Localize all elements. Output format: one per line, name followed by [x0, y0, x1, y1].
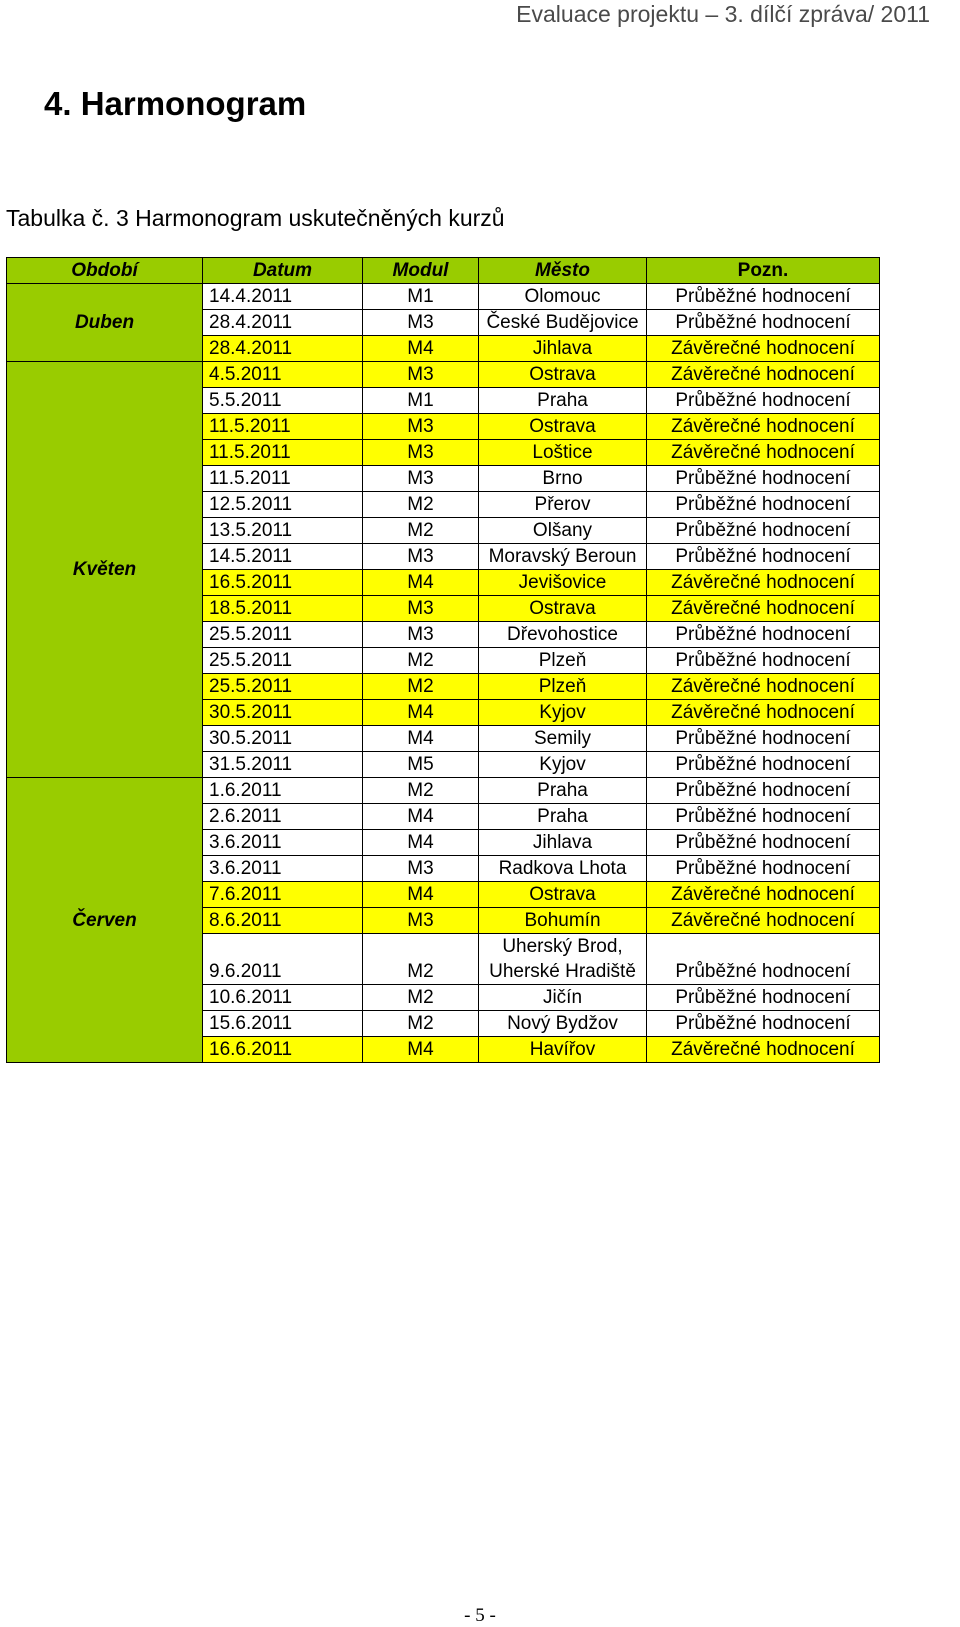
datum-cell: 13.5.2011 — [203, 518, 363, 544]
datum-cell: 2.6.2011 — [203, 804, 363, 830]
datum-cell: 15.6.2011 — [203, 1011, 363, 1037]
datum-cell: 28.4.2011 — [203, 310, 363, 336]
pozn-cell: Závěrečné hodnocení — [647, 700, 880, 726]
table-body — [7, 284, 880, 1063]
pozn-cell: Závěrečné hodnocení — [647, 440, 880, 466]
col-header-pozn: Pozn. — [647, 258, 880, 284]
mesto-cell: Loštice — [479, 440, 647, 466]
datum-cell: 9.6.2011 — [203, 934, 363, 985]
mesto-cell: Brno — [479, 466, 647, 492]
section-heading: 4. Harmonogram — [44, 85, 307, 122]
modul-cell: M4 — [363, 1037, 479, 1063]
modul-cell: M1 — [363, 284, 479, 310]
mesto-cell — [479, 934, 647, 985]
pozn-cell: Průběžné hodnocení — [647, 830, 880, 856]
pozn-cell: Průběžné hodnocení — [647, 648, 880, 674]
datum-cell: 3.6.2011 — [203, 856, 363, 882]
modul-cell: M2 — [363, 985, 479, 1011]
period-cell: Duben — [7, 284, 203, 362]
harmonogram-table — [6, 257, 880, 1063]
pozn-cell: Průběžné hodnocení — [647, 778, 880, 804]
mesto-cell: Praha — [479, 388, 647, 414]
mesto-cell: Moravský Beroun — [479, 544, 647, 570]
mesto-cell: Jihlava — [479, 830, 647, 856]
modul-cell: M2 — [363, 648, 479, 674]
pozn-cell: Závěrečné hodnocení — [647, 414, 880, 440]
mesto-cell: Semily — [479, 726, 647, 752]
pozn-cell: Průběžné hodnocení — [647, 985, 880, 1011]
mesto-cell: Bohumín — [479, 908, 647, 934]
datum-cell: 1.6.2011 — [203, 778, 363, 804]
mesto-cell: Praha — [479, 778, 647, 804]
col-header-datum: Datum — [203, 258, 363, 284]
mesto-cell: Radkova Lhota — [479, 856, 647, 882]
datum-cell: 10.6.2011 — [203, 985, 363, 1011]
period-cell: Červen — [7, 778, 203, 1063]
datum-cell: 16.5.2011 — [203, 570, 363, 596]
mesto-cell: Plzeň — [479, 674, 647, 700]
mesto-cell: Havířov — [479, 1037, 647, 1063]
datum-cell: 25.5.2011 — [203, 622, 363, 648]
datum-cell: 28.4.2011 — [203, 336, 363, 362]
mesto-cell: Dřevohostice — [479, 622, 647, 648]
pozn-cell: Průběžné hodnocení — [647, 544, 880, 570]
pozn-cell: Závěrečné hodnocení — [647, 882, 880, 908]
mesto-cell: Nový Bydžov — [479, 1011, 647, 1037]
datum-cell: 5.5.2011 — [203, 388, 363, 414]
datum-cell: 8.6.2011 — [203, 908, 363, 934]
modul-cell: M4 — [363, 726, 479, 752]
datum-cell: 14.4.2011 — [203, 284, 363, 310]
datum-cell: 4.5.2011 — [203, 362, 363, 388]
mesto-cell: Kyjov — [479, 700, 647, 726]
mesto-cell: Ostrava — [479, 414, 647, 440]
pozn-cell: Průběžné hodnocení — [647, 856, 880, 882]
pozn-cell: Závěrečné hodnocení — [647, 1037, 880, 1063]
pozn-cell: Průběžné hodnocení — [647, 388, 880, 414]
pozn-cell: Závěrečné hodnocení — [647, 362, 880, 388]
pozn-cell: Závěrečné hodnocení — [647, 336, 880, 362]
pozn-cell: Průběžné hodnocení — [647, 1011, 880, 1037]
modul-cell: M3 — [363, 310, 479, 336]
modul-cell: M3 — [363, 466, 479, 492]
modul-cell: M5 — [363, 752, 479, 778]
datum-cell: 30.5.2011 — [203, 726, 363, 752]
modul-cell: M4 — [363, 882, 479, 908]
mesto-cell: Ostrava — [479, 882, 647, 908]
col-header-obdobi: Období — [7, 258, 203, 284]
modul-cell: M4 — [363, 570, 479, 596]
datum-cell: 16.6.2011 — [203, 1037, 363, 1063]
datum-cell: 11.5.2011 — [203, 440, 363, 466]
table-row — [7, 778, 880, 804]
mesto-line: Uherské Hradiště — [489, 961, 636, 982]
modul-cell: M4 — [363, 804, 479, 830]
pozn-cell: Závěrečné hodnocení — [647, 596, 880, 622]
modul-cell: M2 — [363, 492, 479, 518]
pozn-cell: Závěrečné hodnocení — [647, 908, 880, 934]
pozn-cell: Průběžné hodnocení — [647, 804, 880, 830]
datum-cell: 25.5.2011 — [203, 648, 363, 674]
mesto-cell: Ostrava — [479, 362, 647, 388]
table-caption: Tabulka č. 3 Harmonogram uskutečněných kurzů — [6, 205, 505, 231]
pozn-cell: Průběžné hodnocení — [647, 310, 880, 336]
modul-cell: M2 — [363, 1011, 479, 1037]
col-header-mesto: Město — [479, 258, 647, 284]
pozn-cell: Průběžné hodnocení — [647, 622, 880, 648]
pozn-cell: Závěrečné hodnocení — [647, 570, 880, 596]
modul-cell: M3 — [363, 362, 479, 388]
mesto-cell: Olomouc — [479, 284, 647, 310]
modul-cell: M1 — [363, 388, 479, 414]
pozn-cell: Průběžné hodnocení — [647, 518, 880, 544]
datum-cell: 3.6.2011 — [203, 830, 363, 856]
datum-cell: 12.5.2011 — [203, 492, 363, 518]
period-cell: Květen — [7, 362, 203, 778]
modul-cell: M3 — [363, 622, 479, 648]
running-header: Evaluace projektu – 3. dílčí zpráva/ 2011 — [516, 1, 930, 27]
datum-cell: 30.5.2011 — [203, 700, 363, 726]
mesto-cell: Jevišovice — [479, 570, 647, 596]
modul-cell: M2 — [363, 778, 479, 804]
modul-cell: M3 — [363, 544, 479, 570]
datum-cell: 25.5.2011 — [203, 674, 363, 700]
modul-cell: M3 — [363, 414, 479, 440]
mesto-cell: Olšany — [479, 518, 647, 544]
datum-cell: 14.5.2011 — [203, 544, 363, 570]
mesto-cell: České Budějovice — [479, 310, 647, 336]
page-number: - 5 - — [464, 1605, 496, 1626]
pozn-cell: Průběžné hodnocení — [647, 726, 880, 752]
modul-cell: M4 — [363, 700, 479, 726]
modul-cell: M2 — [363, 518, 479, 544]
pozn-cell: Závěrečné hodnocení — [647, 674, 880, 700]
modul-cell: M3 — [363, 440, 479, 466]
datum-cell: 18.5.2011 — [203, 596, 363, 622]
mesto-cell: Přerov — [479, 492, 647, 518]
modul-cell: M3 — [363, 908, 479, 934]
pozn-cell: Průběžné hodnocení — [647, 284, 880, 310]
modul-cell: M2 — [363, 674, 479, 700]
mesto-cell: Plzeň — [479, 648, 647, 674]
datum-cell: 11.5.2011 — [203, 414, 363, 440]
datum-cell: 31.5.2011 — [203, 752, 363, 778]
datum-cell: 11.5.2011 — [203, 466, 363, 492]
mesto-cell: Ostrava — [479, 596, 647, 622]
table-row — [7, 362, 880, 388]
modul-cell: M2 — [363, 934, 479, 985]
col-header-modul: Modul — [363, 258, 479, 284]
pozn-cell: Průběžné hodnocení — [647, 752, 880, 778]
mesto-cell: Praha — [479, 804, 647, 830]
mesto-line: Uherský Brod, — [502, 936, 623, 957]
modul-cell: M4 — [363, 830, 479, 856]
table-header-row — [7, 258, 880, 284]
modul-cell: M3 — [363, 596, 479, 622]
pozn-cell: Průběžné hodnocení — [647, 492, 880, 518]
datum-cell: 7.6.2011 — [203, 882, 363, 908]
modul-cell: M4 — [363, 336, 479, 362]
pozn-cell: Průběžné hodnocení — [647, 934, 880, 985]
mesto-cell: Kyjov — [479, 752, 647, 778]
table-row — [7, 284, 880, 310]
modul-cell: M3 — [363, 856, 479, 882]
mesto-cell: Jihlava — [479, 336, 647, 362]
pozn-cell: Průběžné hodnocení — [647, 466, 880, 492]
mesto-cell: Jičín — [479, 985, 647, 1011]
